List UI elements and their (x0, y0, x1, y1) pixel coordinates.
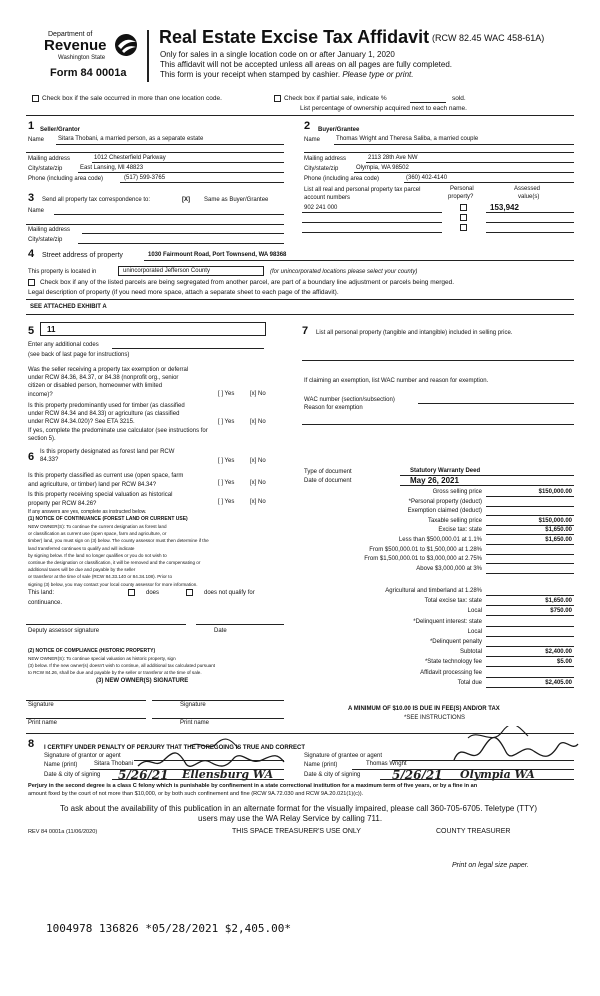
does-not-qualify-checkbox[interactable] (186, 589, 193, 596)
notice-line: by signing below. If the land no longer qualifies or you do not wish to (28, 552, 167, 558)
personal-property-checkbox-2[interactable] (460, 214, 467, 221)
grantee-date-value: 5/26/21 (392, 768, 443, 782)
additional-codes-label: Enter any additional codes (28, 342, 99, 348)
assessed-value-heading2: value(s) (518, 194, 540, 200)
segregated-label: Check box if any of the listed parcels are being segregated from another parcel, are part of a boundary line adjustment or parcels being merged. (40, 279, 455, 286)
q2-yes[interactable]: [ ] Yes (218, 419, 235, 425)
county-note: (for unincorporated locations please select your county) (270, 269, 418, 275)
section-4-number: 4 (28, 248, 35, 260)
calc-label: Affidavit processing fee (420, 669, 482, 676)
historic-no[interactable]: [x] No (250, 499, 266, 505)
dept-line3: Washington State (58, 55, 106, 61)
section-1-number: 1 (28, 120, 35, 132)
grantor-date-label: Date & city of signing (44, 772, 101, 778)
notice-line: timber) land, you must sign on (3) below. The county assessor must then determine if the (28, 538, 209, 544)
header-line3-receipt: This form is your receipt when stamped by cashier. (160, 70, 341, 79)
q2-no[interactable]: [x] No (250, 419, 266, 425)
q-line: 84.33? (40, 457, 59, 463)
seller-mail-value: 1012 Chesterfield Parkway (94, 155, 166, 161)
this-land-label: This land: (28, 590, 55, 596)
grantor-name-label: Name (print) (44, 762, 78, 768)
section-3-number: 3 (28, 192, 35, 204)
notice-line: NEW OWNER(S): To continue the current designation as forest land (28, 524, 167, 529)
calc-value: $750.00 (550, 608, 572, 615)
located-in-label: This property is located in (28, 269, 97, 275)
notice-line: (3) below. If the new owner(s) doesn't wish to continue, all additional tax calculated pursuant (28, 663, 216, 669)
notice-line: to RCW 84.26, shall be due and payable by the seller or transferor at the time of sale. (28, 670, 202, 676)
buyer-name-value: Thomas Wright and Theresa Saliba, a married couple (336, 136, 479, 142)
seller-heading: Seller/Grantor (40, 127, 81, 133)
calc-value: $2,400.00 (545, 649, 572, 656)
buyer-phone-value: (360) 402-4140 (406, 175, 448, 181)
timber-question (28, 402, 208, 443)
calc-value: $1,650.00 (545, 598, 572, 605)
perjury-warning-2: amount fixed by the court of not more than $10,000, or by both such confinement and fine (RCW 9A.72.030 and RCW 9A.20.021(1)(c)). (28, 791, 364, 797)
notice-compliance-heading: (2) NOTICE OF COMPLIANCE (HISTORIC PROPERTY) (28, 648, 156, 654)
grantee-name-value: Thomas Wright (366, 761, 407, 767)
tax-correspondence-mark[interactable]: [X] (182, 197, 190, 203)
personal-property-heading2: property? (448, 194, 474, 200)
partial-sale-checkbox[interactable] (274, 95, 281, 102)
header-line3-type: Please type or print. (342, 70, 414, 79)
historic-question (28, 491, 172, 508)
grantor-signature (130, 736, 290, 776)
exemption-question (28, 366, 188, 399)
calc-value: $150,000.00 (538, 517, 572, 524)
q2-line: under RCW 84.34 and 84.33) or agriculture (as classified (28, 411, 180, 418)
q2-line: under RCW 84.34.020)? See ETA 3215. (28, 419, 135, 426)
q1-no[interactable]: [x] No (250, 391, 266, 397)
calc-label: Above $3,000,000 at 3% (416, 565, 482, 572)
q-line: Is this property designated as forest land per RCW (40, 449, 175, 455)
current-use-question (28, 472, 183, 489)
owner-print-name-label-1: Print name (28, 720, 58, 726)
grantee-name-label: Name (print) (304, 762, 338, 768)
seller-name-value: Sitara Thobani, a married person, as a separate estate (58, 136, 204, 142)
section-2-number: 2 (304, 120, 311, 132)
q1-line: Was the seller receiving a property tax exemption or deferral (28, 367, 189, 373)
notice-line: or classification as current use (open space, farm and agriculture, or (28, 531, 167, 537)
dor-logo-icon (112, 32, 140, 58)
calc-value: $5.00 (556, 659, 572, 666)
calc-label: Total excise tax: state (424, 598, 482, 605)
calc-label: Taxable selling price (427, 517, 482, 524)
seller-phone-value: (517) 599-3765 (124, 175, 166, 181)
does-not-label: does not qualify for (204, 590, 255, 596)
county-select-value: unincorporated Jefferson County (123, 268, 210, 274)
buyer-phone-label: Phone (including area code) (304, 176, 380, 182)
page-title: Real Estate Excise Tax Affidavit (159, 27, 430, 47)
forest-yes[interactable]: [ ] Yes (218, 458, 235, 464)
section-7-number: 7 (302, 325, 309, 337)
seller-phone-label: Phone (including area code) (28, 176, 104, 182)
partial-sale-label: Check box if partial sale, indicate % (284, 95, 387, 102)
q2-line: If yes, complete the predominate use calculator (see instructions for (28, 427, 208, 434)
parcel-number: 902 241 000 (304, 205, 338, 211)
owner-signature-label-2: Signature (180, 702, 206, 708)
cashier-receipt-stamp: 1004978 136826 *05/28/2021 $2,405.00* (46, 922, 292, 935)
q1-yes[interactable]: [ ] Yes (218, 391, 235, 397)
calc-label: Agricultural and timberland at 1.28% (385, 588, 482, 594)
current-use-no[interactable]: [x] No (250, 480, 266, 486)
q-line: and agriculture, or timber) land per RCW 84.34? (28, 481, 157, 488)
personal-property-checkbox-3[interactable] (460, 224, 467, 231)
parcel-column-heading: List all real and personal property tax parcel account numbers (304, 187, 421, 201)
calc-label: Gross selling price (432, 489, 482, 495)
section-6-number: 6 (28, 451, 35, 463)
same-as-buyer-label: Same as Buyer/Grantee (204, 197, 269, 203)
does-label: does (146, 590, 160, 596)
grantor-name-value: Sitara Thobani (94, 761, 133, 767)
seller-city-label: City/state/zip (28, 166, 63, 172)
q1-line: under RCW 84.36, 84.37, or 84.38 (nonprofit org., senior (28, 375, 179, 382)
claiming-exemption-label: If claiming an exemption, list WAC number and reason for exemption. (304, 378, 489, 384)
section-5-number: 5 (28, 325, 35, 337)
calc-label: Excise tax: state (438, 527, 482, 534)
revision-number: REV 84 0001a (11/06/2020) (28, 829, 98, 835)
calc-label: Local (467, 628, 482, 635)
minimum-notice: A MINIMUM OF $10.00 IS DUE IN FEE(S) AND/OR TAX (348, 706, 500, 712)
legal-size-note: Print on legal size paper. (452, 862, 529, 869)
notice-line: continue the designation or classification, it will be removed and the compensating or (28, 560, 201, 566)
notice-continuance-body (28, 523, 209, 588)
q1-line: citizen or disabled person, homeowner with limited (28, 383, 163, 390)
document-type-label: Type of document (304, 469, 352, 475)
buyer-city-label: City/state/zip (304, 166, 339, 172)
section-8-number: 8 (28, 738, 35, 750)
tax-correspondence-label: Send all property tax correspondence to: (42, 197, 151, 203)
grantee-date-label: Date & city of signing (304, 772, 361, 778)
q-line: Is this property receiving special valuation as historical (28, 492, 173, 498)
deputy-date-label: Date (214, 628, 227, 634)
county-treasurer-label: COUNTY TREASURER (436, 828, 511, 835)
calc-label: Exemption claimed (deduct) (407, 508, 482, 515)
grantee-city-value: Olympia WA (460, 768, 535, 781)
continuance-label: continuance. (28, 600, 63, 606)
sold-label: sold. (452, 95, 466, 102)
grantor-signature-label: Signature of grantor or agent (44, 753, 121, 759)
grantee-signature-label: Signature of grantee or agent (304, 753, 383, 759)
seller-city-value: East Lansing, MI 48823 (80, 165, 144, 171)
personal-property-checkbox-1[interactable] (460, 204, 467, 211)
notice-line: or transferor at the time of sale (RCW 84.33.140 or 84.34.108). Prior to (28, 574, 173, 580)
q2-line: section 5). (28, 435, 56, 442)
yes-instructions: If any answers are yes, complete as instructed below. (28, 509, 147, 515)
grantee-signature (448, 726, 582, 770)
notice-line: additional taxes will be due and payable by the seller (28, 567, 136, 573)
forest-no[interactable]: [x] No (250, 458, 266, 464)
buyer-heading: Buyer/Grantee (318, 127, 360, 133)
owner-signature-label-1: Signature (28, 702, 54, 708)
land-use-code-field[interactable] (40, 322, 266, 336)
calc-value: $1,650.00 (545, 537, 572, 543)
calc-label: Total due (457, 679, 482, 686)
multi-location-checkbox[interactable] (32, 95, 39, 102)
calc-label: *Personal property (deduct) (408, 498, 482, 505)
document-date-label: Date of document (304, 478, 352, 484)
document-type-value: Statutory Warranty Deed (410, 468, 481, 474)
county-select[interactable] (118, 266, 264, 276)
see-instructions-label: (see back of last page for instructions) (28, 352, 130, 358)
notice-line: NEW OWNER(S): To continue special valuation as historic property, sign (28, 656, 176, 661)
new-owner-signature-heading: (3) NEW OWNER(S) SIGNATURE (96, 678, 189, 684)
treasurer-use-only: THIS SPACE TREASURER'S USE ONLY (232, 828, 361, 835)
multi-location-label: Check box if the sale occurred in more than one location code. (42, 95, 222, 102)
segregated-checkbox[interactable] (28, 279, 35, 286)
buyer-mail-label: Mailing address (304, 156, 347, 162)
reason-exemption-label: Reason for exemption (304, 405, 363, 411)
notice-line: signing (3) below, you may contact your local county assessor for more information. (28, 581, 198, 587)
q2-line: Is this property predominantly used for timber (as classified (28, 403, 185, 409)
buyer-mail-value: 2113 28th Ave NW (368, 155, 418, 161)
assessed-value-heading1: Assessed (514, 186, 541, 192)
calc-label: *Delinquent penalty (429, 639, 482, 645)
legal-description-value: SEE ATTACHED EXHIBIT A (30, 304, 107, 310)
tax-corr-city-label: City/state/zip (28, 237, 63, 243)
seller-mail-label: Mailing address (28, 156, 71, 162)
calc-value: $1,650.00 (545, 527, 572, 534)
perjury-warning: Perjury in the second degree is a class C felony which is punishable by confinement in a state correctional institution for a maximum term of five years, or by a fine in an (28, 783, 478, 789)
alternate-format-notice-2: users may use the WA Relay Service by calling 711. (198, 814, 383, 823)
calc-label: *State technology fee (424, 659, 482, 666)
owner-print-name-label-2: Print name (180, 720, 210, 726)
calc-label: From $500,000.01 to $1,500,000 at 1.28% (369, 546, 482, 553)
calc-label: *Delinquent interest: state (413, 618, 482, 625)
calc-value: $2,405.00 (545, 679, 572, 686)
land-use-code-value: 11 (47, 325, 56, 334)
dept-line2: Revenue (44, 37, 107, 54)
personal-property-list-label: List all personal property (tangible and intangible) included in selling price. (316, 330, 513, 336)
see-instructions-note: *SEE INSTRUCTIONS (404, 715, 466, 721)
document-date-value: May 26, 2021 (410, 476, 459, 485)
does-qualify-checkbox[interactable] (128, 589, 135, 596)
calc-label: Local (467, 608, 482, 615)
notice-compliance-body (28, 655, 215, 677)
street-address-value: 1030 Fairmount Road, Port Townsend, WA 98368 (148, 252, 287, 258)
wac-number-label: WAC number (section/subsection) (304, 397, 395, 403)
calc-value: $150,000.00 (538, 489, 572, 495)
notice-line: land transferred continues to qualify and will indicate (28, 545, 135, 551)
tax-corr-mail-label: Mailing address (28, 227, 71, 233)
historic-yes[interactable]: [ ] Yes (218, 499, 235, 505)
form-number: Form 84 0001a (50, 67, 127, 79)
tax-corr-name-label: Name (28, 208, 45, 214)
calc-label: From $1,500,000.01 to $3,000,000 at 2.75% (364, 556, 482, 563)
header-line2: This affidavit will not be accepted unless all areas on all pages are fully completed. (160, 60, 453, 69)
alternate-format-notice: To ask about the availability of this publication in an alternate format for the visually impaired, please call 360-705-6705. Teletype (TTY) (60, 804, 537, 813)
calc-label: Subtotal (459, 649, 482, 656)
grantor-city-value: Ellensburg WA (182, 768, 274, 781)
notice-continuance-heading: (1) NOTICE OF CONTINUANCE (FOREST LAND OR CURRENT USE) (28, 516, 188, 522)
seller-name-label: Name (28, 137, 45, 143)
list-percentage-label: List percentage of ownership acquired next to each name. (300, 105, 467, 112)
buyer-city-value: Olympia, WA 98502 (356, 165, 409, 171)
rcw-reference: (RCW 82.45 WAC 458-61A) (432, 33, 545, 43)
q-line: Is this property classified as current use (open space, farm (28, 473, 184, 479)
legal-description-label: Legal description of property (if you need more space, attach a separate sheet to each page of the affidavit). (28, 289, 339, 296)
current-use-yes[interactable]: [ ] Yes (218, 480, 235, 486)
buyer-name-label: Name (304, 137, 321, 143)
header-line3 (160, 70, 413, 79)
certify-statement: I CERTIFY UNDER PENALTY OF PERJURY THAT THE FOREGOING IS TRUE AND CORRECT (44, 745, 306, 751)
deputy-signature-label: Deputy assessor signature (28, 628, 100, 634)
grantor-date-value: 5/26/21 (118, 768, 169, 782)
q1-line: income)? (28, 391, 53, 398)
calc-label: Less than $500,000.01 at 1.1% (398, 537, 482, 543)
header-line1: Only for sales in a single location code on or after January 1, 2020 (160, 50, 395, 59)
assessed-value: 153,942 (490, 203, 519, 212)
dept-line1: Department of (48, 31, 93, 38)
forest-land-question (40, 448, 174, 464)
personal-property-heading1: Personal (450, 186, 474, 192)
street-address-label: Street address of property (42, 252, 123, 259)
q-line: property per RCW 84.26? (28, 500, 97, 507)
